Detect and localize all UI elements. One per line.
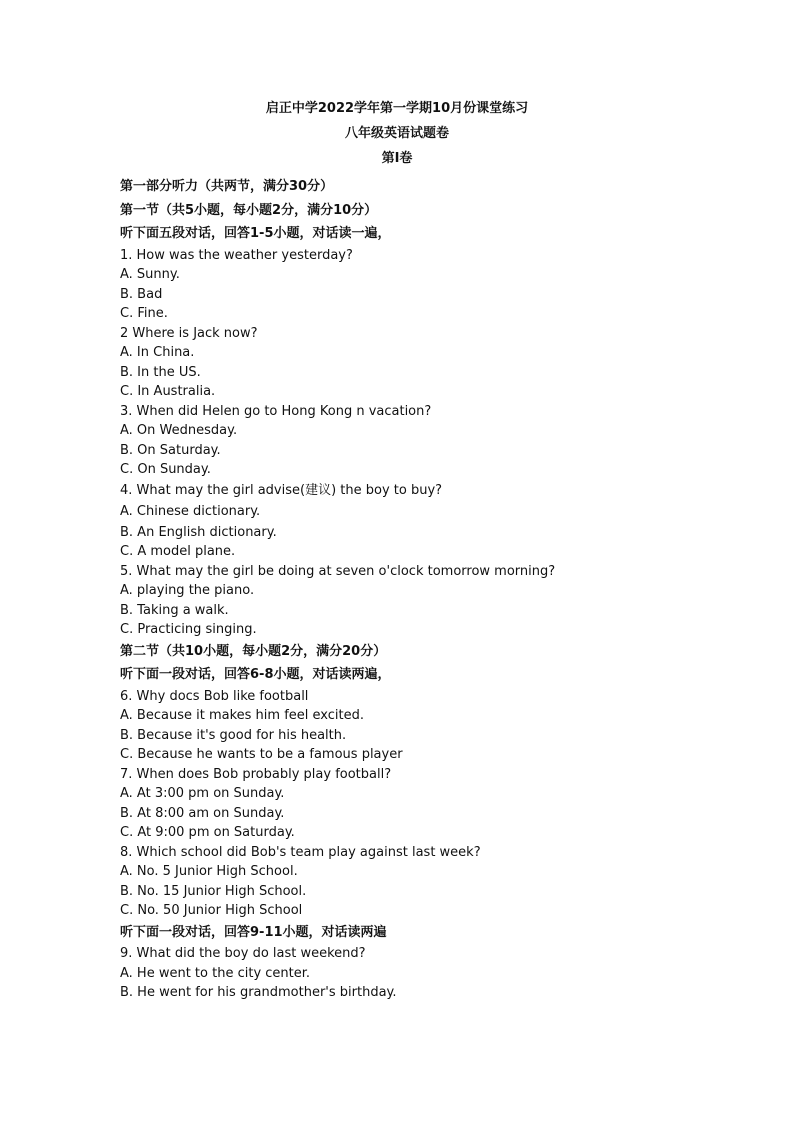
question-3: 3. When did Helen go to Hong Kong n vacation?	[120, 403, 432, 419]
question-7: 7. When does Bob probably play football?	[120, 766, 392, 782]
question-7-option-b: B. At 8:00 am on Sunday.	[120, 805, 285, 821]
question-5-option-b: B. Taking a walk.	[120, 602, 229, 618]
question-1-option-c: C. Fine.	[120, 306, 168, 321]
question-8-option-a: A. No. 5 Junior High School.	[120, 864, 298, 879]
question-3-option-c: C. On Sunday.	[120, 462, 211, 477]
question-8: 8. Which school did Bob's team play against last week?	[120, 844, 481, 860]
question-6-option-a: A. Because it makes him feel excited.	[120, 708, 364, 723]
question-1-option-b: B. Bad	[120, 286, 163, 302]
question-5-option-c: C. Practicing singing.	[120, 622, 257, 637]
section-two-heading: 第二节（共10小题，每小题2分，满分20分）	[120, 643, 387, 659]
question-7-option-a: A. At 3:00 pm on Sunday.	[120, 786, 285, 801]
question-1-option-a: A. Sunny.	[120, 267, 180, 282]
section-two-instruction-1: 听下面一段对话，回答6-8小题，对话读两遍，	[120, 667, 391, 682]
question-5: 5. What may the girl be doing at seven o'clock tomorrow morning?	[120, 563, 556, 579]
question-3-option-a: A. On Wednesday.	[120, 423, 238, 438]
section-two-instruction-2: 听下面一段对话，回答9-11小题，对话读两遍	[120, 924, 387, 940]
question-2-option-c: C. In Australia.	[120, 384, 216, 399]
question-4-option-b: B. An English dictionary.	[120, 524, 277, 540]
question-4: 4. What may the girl advise(建议) the boy to buy?	[120, 482, 443, 498]
question-4-option-c: C. A model plane.	[120, 544, 236, 559]
question-9: 9. What did the boy do last weekend?	[120, 946, 366, 961]
exam-subtitle: 八年级英语试题卷	[344, 126, 449, 141]
question-2-option-a: A. In China.	[120, 345, 195, 360]
question-6: 6. Why docs Bob like football	[120, 688, 309, 704]
question-2-option-b: B. In the US.	[120, 364, 201, 380]
question-1: 1. How was the weather yesterday?	[120, 247, 353, 263]
question-4-option-a: A. Chinese dictionary.	[120, 504, 261, 519]
section-one-heading: 第一节（共5小题，每小题2分，满分10分）	[120, 202, 378, 218]
volume-label: 第Ⅰ卷	[381, 151, 413, 166]
question-7-option-c: C. At 9:00 pm on Saturday.	[120, 825, 295, 840]
exam-title: 启正中学2022学年第一学期10月份课堂练习	[265, 101, 529, 116]
question-8-option-b: B. No. 15 Junior High School.	[120, 883, 307, 899]
question-8-option-c: C. No. 50 Junior High School	[120, 903, 303, 918]
question-5-option-a: A. playing the piano.	[120, 583, 255, 598]
section-one-instruction: 听下面五段对话，回答1-5小题，对话读一遍，	[120, 226, 391, 241]
question-3-option-b: B. On Saturday.	[120, 442, 221, 458]
question-6-option-b: B. Because it's good for his health.	[120, 727, 347, 743]
question-9-option-a: A. He went to the city center.	[120, 965, 311, 981]
question-9-option-b: B. He went for his grandmother's birthday.	[120, 985, 397, 1000]
question-2: 2 Where is Jack now?	[120, 325, 258, 341]
part-one-heading: 第一部分听力（共两节，满分30分）	[120, 179, 334, 194]
exam-body	[120, 175, 740, 1003]
question-6-option-c: C. Because he wants to be a famous player	[120, 747, 403, 762]
